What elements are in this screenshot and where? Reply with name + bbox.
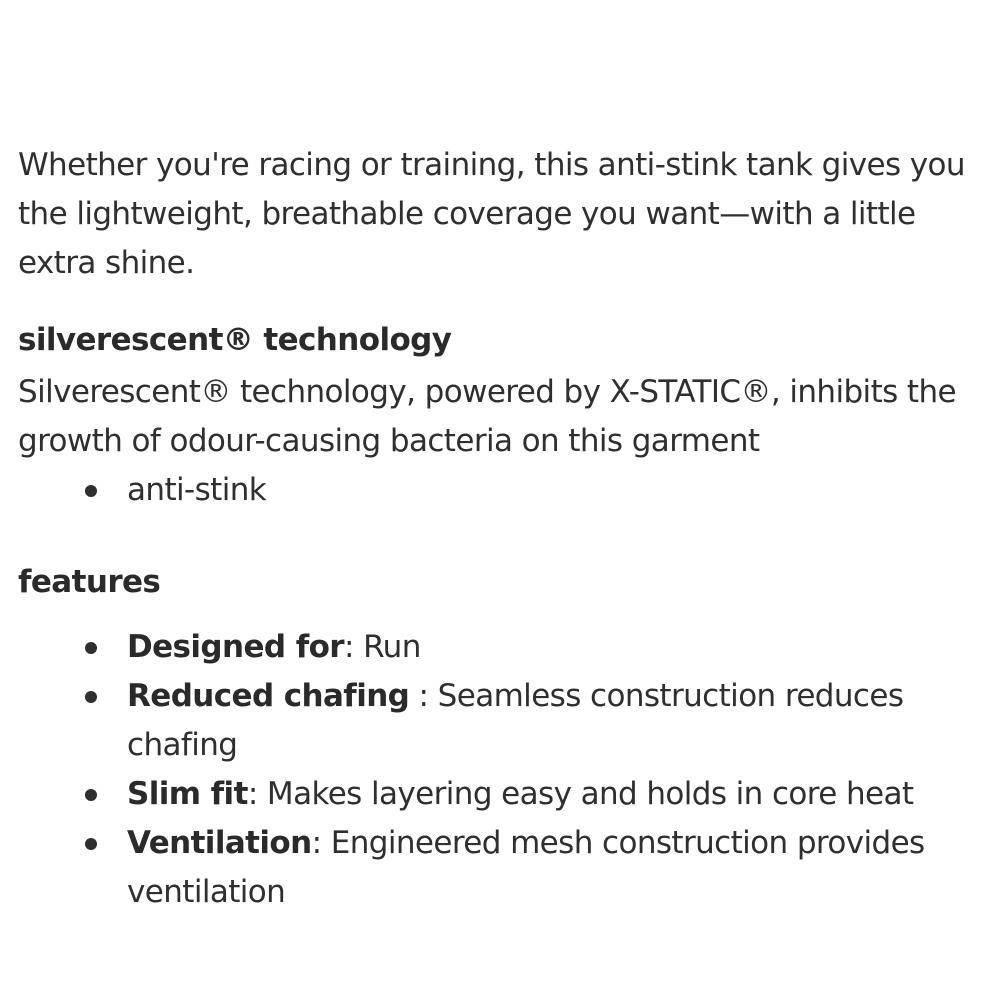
feature-separator: : [311, 825, 331, 861]
feature-text: Engineered mesh construction provides ventilation [127, 825, 925, 910]
list-item [18, 466, 982, 515]
feature-item-reduced-chafing [18, 672, 982, 770]
intro-paragraph: Whether you're racing or training, this anti-stink tank gives you the lightweight, breathable coverage you want—with a little extra shine. [18, 147, 965, 281]
bullet-icon [85, 789, 97, 801]
feature-separator: : [343, 629, 364, 665]
feature-text: Seamless construction reduces chafing [127, 678, 904, 763]
feature-text: Run [363, 629, 421, 665]
feature-name: Designed for [127, 629, 344, 665]
bullet-icon [85, 838, 97, 850]
feature-name: Reduced chafing [127, 678, 410, 714]
bullet-text: anti-stink [127, 472, 267, 508]
feature-name: Ventilation [127, 825, 312, 861]
features-heading: features [18, 564, 161, 600]
technology-heading: silverescent® technology [18, 322, 452, 358]
feature-item-slim-fit [18, 770, 982, 819]
bullet-icon [85, 642, 97, 654]
product-description [18, 141, 982, 917]
technology-bullet-list [18, 466, 982, 515]
feature-item-designed-for [18, 623, 982, 672]
feature-text: Makes layering easy and holds in core heat [266, 776, 914, 812]
feature-name: Slim fit [127, 776, 248, 812]
bullet-icon [85, 691, 97, 703]
features-list [18, 623, 982, 917]
bullet-icon [85, 485, 97, 497]
feature-separator: : [247, 776, 267, 812]
feature-separator: : [409, 678, 438, 714]
feature-item-ventilation [18, 819, 982, 917]
technology-description: Silverescent® technology, powered by X-STATIC®, inhibits the growth of odour-causing bacteria on this garment [18, 374, 957, 459]
